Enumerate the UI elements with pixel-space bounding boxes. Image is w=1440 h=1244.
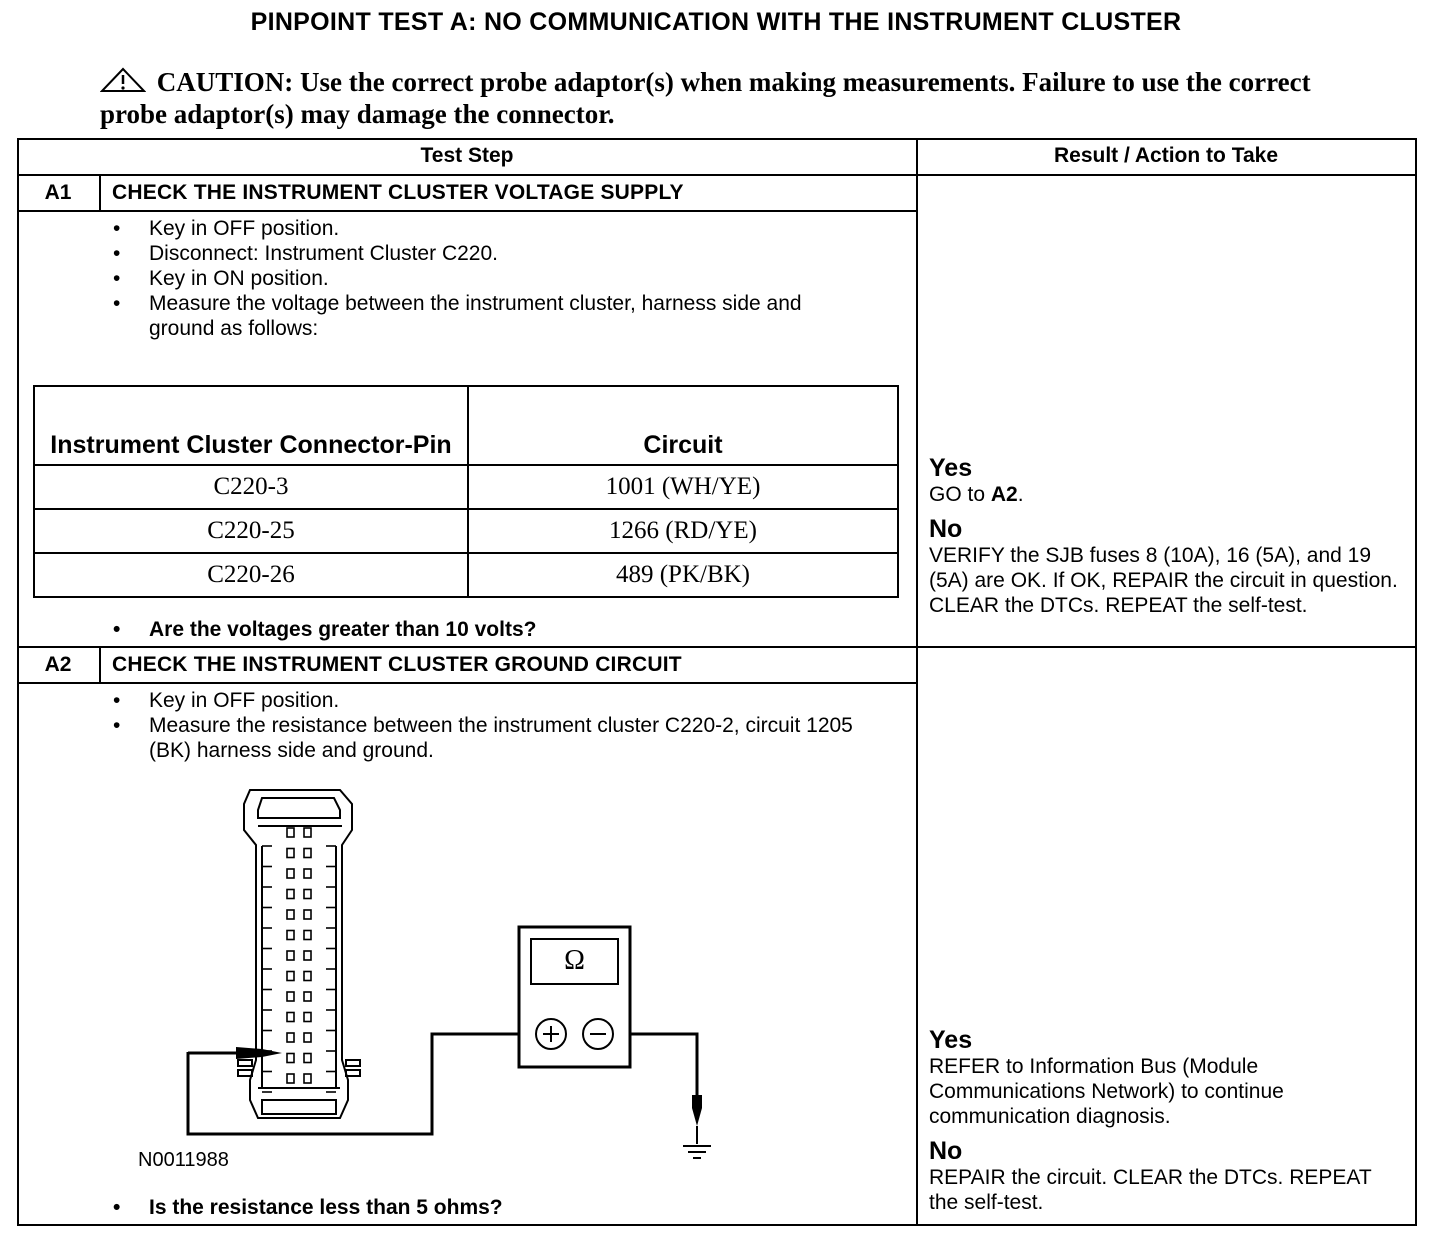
connector-pin (304, 931, 311, 940)
pin-table-header-pin: Instrument Cluster Connector-Pin (34, 386, 468, 465)
pin-cell: C220-25 (34, 509, 468, 553)
connector-pin (304, 869, 311, 878)
list-item: • Key in ON position. (113, 266, 873, 291)
yes-action: REFER to Information Bus (Module Communications Network) to continue communication diagnosis. (929, 1055, 1284, 1128)
ground-symbol-icon (683, 1146, 711, 1158)
yes-label: Yes (929, 1026, 973, 1054)
connector-pin (287, 972, 294, 981)
circuit-cell: 1001 (WH/YE) (468, 465, 898, 509)
connector-pin (304, 972, 311, 981)
pin-cell: C220-3 (34, 465, 468, 509)
connector-pin (287, 1074, 294, 1083)
ground-lead (630, 1034, 702, 1144)
pin-table-header-circuit: Circuit (468, 386, 898, 465)
connector-c220 (238, 790, 360, 1118)
probe-lead (188, 1034, 520, 1134)
connector-pin (287, 1013, 294, 1022)
no-action: REPAIR the circuit. CLEAR the DTCs. REPEAT the self-test. (929, 1166, 1372, 1214)
list-item: • Measure the voltage between the instrument cluster, harness side and ground as follows: (113, 291, 869, 341)
connector-pin (287, 869, 294, 878)
step-heading-a1: CHECK THE INSTRUMENT CLUSTER VOLTAGE SUPPLY (112, 181, 684, 204)
no-action: VERIFY the SJB fuses 8 (10A), 16 (5A), and 19 (5A) are OK. If OK, REPAIR the circuit in question. CLEAR the DTCs. REPEAT the self-test. (929, 544, 1398, 617)
yes-action-end: . (1017, 483, 1024, 506)
connector-pin (287, 910, 294, 919)
header-result: Result / Action to Take (1053, 144, 1279, 167)
figure-id: N0011988 (138, 1149, 229, 1171)
connector-pin (304, 890, 311, 899)
connector-pin (287, 890, 294, 899)
connector-pin (304, 1054, 311, 1063)
question-text: • Is the resistance less than 5 ohms? (113, 1195, 503, 1220)
connector-pin (287, 931, 294, 940)
connector-pin (287, 1054, 294, 1063)
yes-label: Yes (929, 454, 973, 482)
step-id-a1: A1 (44, 181, 72, 204)
a2-result (929, 1026, 1399, 1215)
connector-pin (287, 992, 294, 1001)
no-label: No (929, 1137, 963, 1165)
yes-action-text: GO to (929, 483, 991, 506)
circuit-cell: 1266 (RD/YE) (468, 509, 898, 553)
page-title: PINPOINT TEST A: NO COMMUNICATION WITH THE INSTRUMENT CLUSTER (250, 8, 1182, 36)
connector-pin (304, 849, 311, 858)
connector-pin (304, 910, 311, 919)
connector-pin (304, 828, 311, 837)
connector-pin (287, 828, 294, 837)
question-text: • Are the voltages greater than 10 volts? (113, 617, 536, 642)
pin-cell: C220-26 (34, 553, 468, 597)
connector-pin (304, 1074, 311, 1083)
connector-pin (287, 849, 294, 858)
caution-text: CAUTION: Use the correct probe adaptor(s) when making measurements. Failure to use the correct probe adaptor(s) may damage the connector. (100, 67, 1311, 129)
connector-pin (304, 992, 311, 1001)
circuit-cell: 489 (PK/BK) (468, 553, 898, 597)
list-item: • Key in OFF position. (113, 688, 883, 713)
list-item: • Disconnect: Instrument Cluster C220. (113, 241, 873, 266)
ohm-symbol: Ω (564, 945, 585, 976)
step-id-a2: A2 (44, 653, 72, 676)
goto-a2-link[interactable]: A2 (990, 483, 1018, 506)
no-label: No (929, 515, 963, 543)
header-test-step: Test Step (420, 144, 514, 167)
connector-pin (304, 1033, 311, 1042)
list-item: • Key in OFF position. (113, 216, 873, 241)
list-item: • Measure the resistance between the instrument cluster C220-2, circuit 1205 (BK) harness side and ground. (113, 713, 889, 763)
step-heading-a2: CHECK THE INSTRUMENT CLUSTER GROUND CIRCUIT (112, 653, 682, 676)
connector-pin (287, 1033, 294, 1042)
a2-question (113, 1195, 503, 1220)
connector-pin (287, 951, 294, 960)
connector-pin (304, 1013, 311, 1022)
connector-pin (304, 951, 311, 960)
